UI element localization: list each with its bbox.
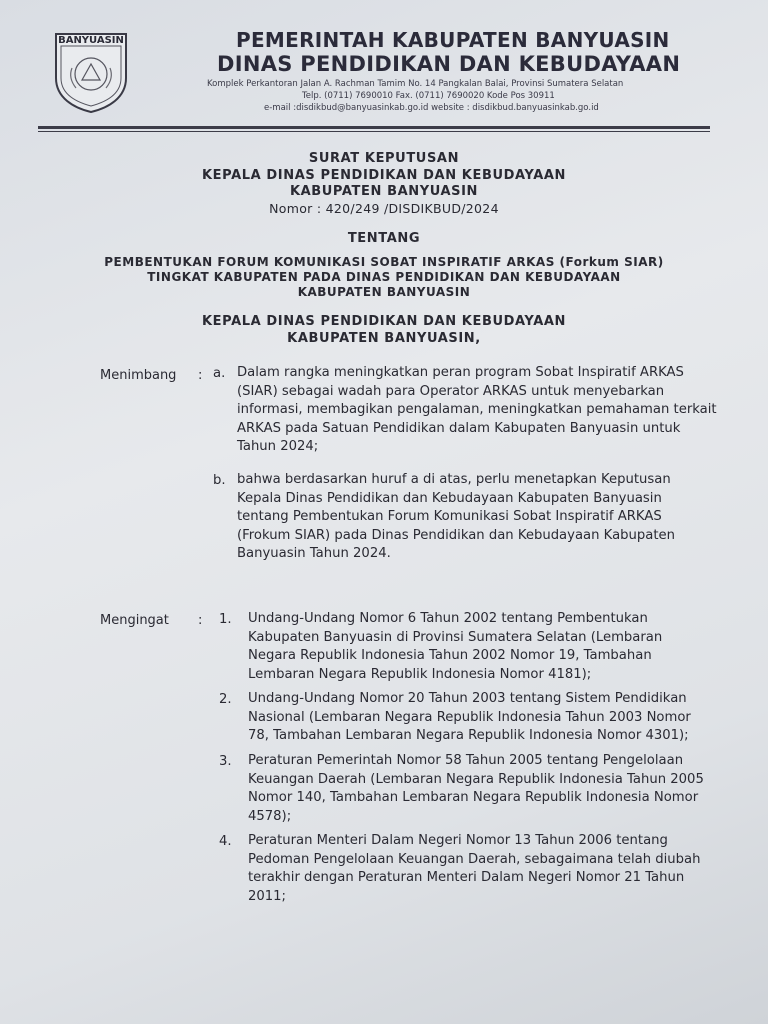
decree-issuer: KEPALA DINAS PENDIDIKAN DAN KEBUDAYAAN <box>201 168 567 183</box>
menimbang-item-a <box>237 364 732 457</box>
text-line: bahwa berdasarkan huruf a di atas, perlu menetapkan Keputusan <box>237 472 671 487</box>
mengingat-colon: : <box>198 613 203 628</box>
text-line: terakhir dengan Peraturan Menteri Dalam Negeri Nomor 21 Tahun <box>248 870 685 885</box>
text-line: Keuangan Daerah (Lembaran Negara Republik Indonesia Tahun 2005 <box>248 771 704 787</box>
mengingat-item-4 <box>248 832 736 906</box>
text-line: Pedoman Pengelolaan Keuangan Daerah, sebagaimana telah diubah <box>248 851 701 867</box>
subject-line: KABUPATEN BANYUASIN <box>297 285 471 299</box>
text-line: Peraturan Menteri Dalam Negeri Nomor 13 Tahun 2006 tentang <box>248 833 668 848</box>
menimbang-label: Menimbang <box>100 368 177 383</box>
regency-logo <box>52 28 130 114</box>
text-line: tentang Pembentukan Forum Komunikasi Sobat Inspiratif ARKAS <box>237 509 662 524</box>
government-name: PEMERINTAH KABUPATEN BANYUASIN <box>236 28 670 52</box>
item-marker: a. <box>213 366 226 381</box>
subject-label: TENTANG <box>347 231 421 246</box>
mengingat-item-3 <box>248 752 736 826</box>
text-line: Kepala Dinas Pendidikan dan Kebudayaan Kabupaten Banyuasin <box>237 490 662 506</box>
item-marker: 2. <box>219 692 232 707</box>
text-line: informasi, membagikan pengalaman, meningkatkan pemahaman terkait <box>237 402 717 417</box>
item-marker: b. <box>213 473 226 488</box>
text-line: Dalam rangka meningkatkan peran program Sobat Inspiratif ARKAS <box>237 365 684 380</box>
menimbang-item-b <box>237 471 732 564</box>
text-line: (Frokum SIAR) pada Dinas Pendidikan dan Kebudayaan Kabupaten <box>237 527 675 543</box>
letterhead-rule-thick <box>38 126 710 129</box>
text-line: Lembaran Negara Republik Indonesia Nomor 4181); <box>248 666 592 682</box>
authority-line: KABUPATEN BANYUASIN, <box>287 331 481 346</box>
text-line: Negara Republik Indonesia Tahun 2002 Nomor 19, Tambahan <box>248 648 652 663</box>
item-marker: 1. <box>219 612 232 627</box>
item-marker: 3. <box>219 754 232 769</box>
text-line: Peraturan Pemerintah Nomor 58 Tahun 2005 tentang Pengelolaan <box>248 753 684 768</box>
text-line: ARKAS pada Satuan Pendidikan dalam Kabupaten Banyuasin untuk <box>237 420 681 436</box>
decree-region: KABUPATEN BANYUASIN <box>289 184 479 199</box>
text-line: Tahun 2024; <box>237 439 319 454</box>
text-line: 4578); <box>248 808 292 824</box>
text-line: 2011; <box>248 888 287 904</box>
text-line: Undang-Undang Nomor 6 Tahun 2002 tentang Pembentukan <box>248 611 648 626</box>
text-line: Kabupaten Banyuasin di Provinsi Sumatera Selatan (Lembaran <box>248 629 663 645</box>
office-name: DINAS PENDIDIKAN DAN KEBUDAYAAN <box>217 52 681 76</box>
logo-text: BANYUASIN <box>58 35 124 46</box>
decree-type: SURAT KEPUTUSAN <box>308 151 460 166</box>
office-phone: Telp. (0711) 7690010 Fax. (0711) 7690020 Kode Pos 30911 <box>302 91 555 101</box>
text-line: Nomor 140, Tambahan Lembaran Negara Republik Indonesia Nomor <box>248 790 699 805</box>
subject-line: TINGKAT KABUPATEN PADA DINAS PENDIDIKAN DAN KEBUDAYAAN <box>147 270 621 284</box>
authority-line: KEPALA DINAS PENDIDIKAN DAN KEBUDAYAAN <box>201 314 567 329</box>
letterhead-rule-thin <box>38 131 710 132</box>
text-line: (SIAR) sebagai wadah para Operator ARKAS untuk menyebarkan <box>237 383 665 399</box>
text-line: Undang-Undang Nomor 20 Tahun 2003 tentang Sistem Pendidikan <box>248 691 687 706</box>
decree-number: Nomor : 420/249 /DISDIKBUD/2024 <box>269 201 499 216</box>
subject-line: PEMBENTUKAN FORUM KOMUNIKASI SOBAT INSPIRATIF ARKAS (Forkum SIAR) <box>104 255 664 269</box>
mengingat-item-2 <box>248 690 736 746</box>
mengingat-item-1 <box>248 610 736 684</box>
mengingat-label: Mengingat <box>100 613 169 628</box>
text-line: 78, Tambahan Lembaran Negara Republik Indonesia Nomor 4301); <box>248 728 689 743</box>
item-marker: 4. <box>219 834 232 849</box>
office-contact: e-mail :disdikbud@banyuasinkab.go.id website : disdikbud.banyuasinkab.go.id <box>264 103 599 113</box>
menimbang-colon: : <box>198 368 203 383</box>
office-address: Komplek Perkantoran Jalan A. Rachman Tamim No. 14 Pangkalan Balai, Provinsi Sumatera Selatan <box>207 79 624 89</box>
text-line: Banyuasin Tahun 2024. <box>237 546 391 561</box>
text-line: Nasional (Lembaran Negara Republik Indonesia Tahun 2003 Nomor <box>248 709 691 725</box>
